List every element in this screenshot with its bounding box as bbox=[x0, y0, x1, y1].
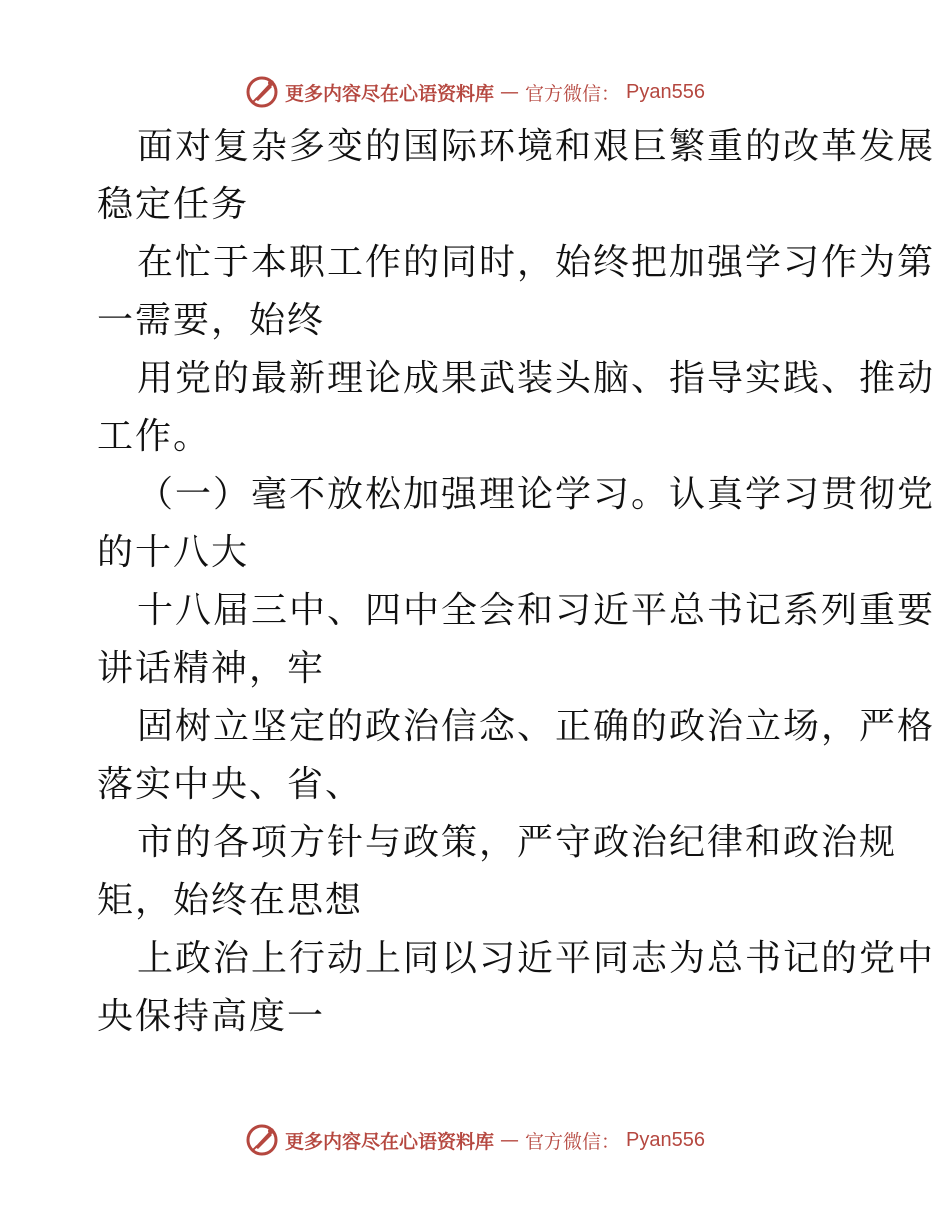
footer-banner bbox=[0, 1120, 950, 1160]
text-line: 上政治上行动上同以习近平同志为总书记的党中 bbox=[137, 938, 936, 979]
text-line: 稳定任务 bbox=[97, 184, 250, 225]
header-banner bbox=[0, 72, 950, 112]
text-line: 一需要，始终 bbox=[97, 300, 326, 341]
text-line: 讲话精神，牢 bbox=[97, 648, 326, 689]
text-line: 十八届三中、四中全会和习近平总书记系列重要 bbox=[137, 590, 936, 631]
text-line: 面对复杂多变的国际环境和艰巨繁重的改革发展 bbox=[137, 126, 936, 167]
text-line: 矩，始终在思想 bbox=[97, 880, 364, 921]
text-line: 工作。 bbox=[97, 416, 212, 457]
text-line: 落实中央、省、 bbox=[97, 764, 364, 805]
text-line: 央保持高度一 bbox=[97, 996, 326, 1037]
footer-banner-wechat-id: Pyan556 bbox=[626, 1128, 705, 1151]
text-line: 用党的最新理论成果武装头脑、指导实践、推动 bbox=[137, 358, 936, 399]
footer-banner-separator: — bbox=[500, 1129, 520, 1151]
body-text bbox=[97, 118, 936, 1046]
text-line: （一）毫不放松加强理论学习。认真学习贯彻党 bbox=[137, 474, 936, 515]
text-line: 的十八大 bbox=[97, 532, 250, 573]
text-line: 固树立坚定的政治信念、正确的政治立场，严格 bbox=[137, 706, 936, 747]
header-banner-wechat-id: Pyan556 bbox=[626, 80, 705, 103]
quill-pen-logo-icon bbox=[245, 75, 279, 109]
header-banner-separator: — bbox=[500, 81, 520, 103]
quill-pen-logo-icon bbox=[245, 1123, 279, 1157]
text-line: 市的各项方针与政策，严守政治纪律和政治规 bbox=[137, 822, 898, 863]
header-banner-text: 更多内容尽在心语资料库 bbox=[285, 82, 495, 105]
header-banner-wechat-label: 官方微信： bbox=[525, 82, 621, 105]
footer-banner-wechat-label: 官方微信： bbox=[525, 1130, 621, 1153]
footer-banner-text: 更多内容尽在心语资料库 bbox=[285, 1130, 495, 1153]
text-line: 在忙于本职工作的同时，始终把加强学习作为第 bbox=[137, 242, 936, 283]
